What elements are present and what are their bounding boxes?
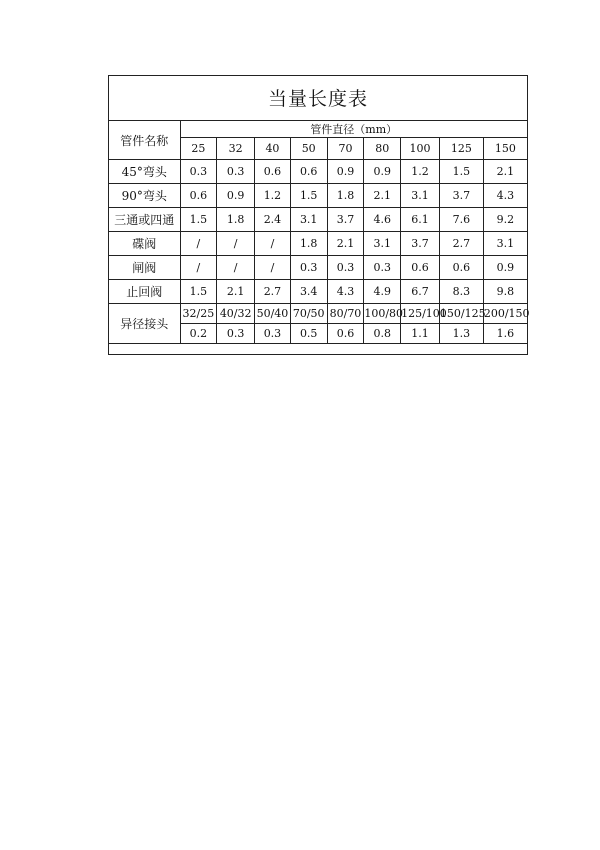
- value-cell: 2.1: [327, 232, 364, 256]
- pipe-diameter-header: 管件直径（mm）: [180, 121, 528, 138]
- table-row: [109, 256, 528, 280]
- value-cell: 0.9: [217, 184, 255, 208]
- value-cell: /: [217, 232, 255, 256]
- value-cell: 2.7: [255, 280, 291, 304]
- value-cell: 0.9: [364, 160, 401, 184]
- value-cell: 9.2: [483, 208, 527, 232]
- reducer-value-cell: 0.6: [327, 324, 364, 344]
- table-body: [109, 121, 528, 344]
- table-row: [109, 280, 528, 304]
- reducer-value-cell: 0.3: [255, 324, 291, 344]
- value-cell: /: [180, 256, 217, 280]
- value-cell: 1.5: [180, 280, 217, 304]
- value-cell: 0.3: [290, 256, 327, 280]
- fitting-name-cell: 90°弯头: [109, 184, 181, 208]
- reducer-size-cell: 40/32: [217, 304, 255, 324]
- reducer-size-cell: 125/100: [401, 304, 440, 324]
- size-cell: 32: [217, 138, 255, 160]
- reducer-value-cell: 0.5: [290, 324, 327, 344]
- value-cell: 0.6: [180, 184, 217, 208]
- value-cell: 2.4: [255, 208, 291, 232]
- value-cell: /: [180, 232, 217, 256]
- size-cell: 100: [401, 138, 440, 160]
- value-cell: 3.1: [401, 184, 440, 208]
- value-cell: 0.6: [401, 256, 440, 280]
- reducer-value-cell: 1.6: [483, 324, 527, 344]
- value-cell: 4.3: [483, 184, 527, 208]
- table-row: [109, 208, 528, 232]
- size-cell: 150: [483, 138, 527, 160]
- value-cell: 3.7: [327, 208, 364, 232]
- size-cell: 50: [290, 138, 327, 160]
- reducer-value-cell: 0.2: [180, 324, 217, 344]
- value-cell: 6.7: [401, 280, 440, 304]
- reducer-size-cell: 32/25: [180, 304, 217, 324]
- header-row: [109, 121, 528, 138]
- table-row: [109, 184, 528, 208]
- value-cell: 9.8: [483, 280, 527, 304]
- reducer-size-cell: 80/70: [327, 304, 364, 324]
- reducer-size-cell: 100/80: [364, 304, 401, 324]
- reducer-value-cell: 0.8: [364, 324, 401, 344]
- value-cell: 3.7: [401, 232, 440, 256]
- value-cell: 3.4: [290, 280, 327, 304]
- value-cell: 0.9: [483, 256, 527, 280]
- value-cell: 1.5: [290, 184, 327, 208]
- value-cell: 0.6: [255, 160, 291, 184]
- reducer-value-cell: 1.3: [439, 324, 483, 344]
- value-cell: 1.5: [439, 160, 483, 184]
- value-cell: 0.6: [290, 160, 327, 184]
- value-cell: 1.5: [180, 208, 217, 232]
- equivalent-length-table: [108, 120, 528, 344]
- value-cell: 0.3: [180, 160, 217, 184]
- value-cell: 2.1: [217, 280, 255, 304]
- reducer-size-cell: 70/50: [290, 304, 327, 324]
- value-cell: 7.6: [439, 208, 483, 232]
- value-cell: 2.1: [364, 184, 401, 208]
- value-cell: 3.1: [290, 208, 327, 232]
- value-cell: 1.2: [401, 160, 440, 184]
- fitting-name-cell: 三通或四通: [109, 208, 181, 232]
- table-row: [109, 160, 528, 184]
- reducer-size-cell: 50/40: [255, 304, 291, 324]
- value-cell: /: [217, 256, 255, 280]
- value-cell: 1.8: [327, 184, 364, 208]
- fitting-name-cell: 止回阀: [109, 280, 181, 304]
- value-cell: 3.7: [439, 184, 483, 208]
- value-cell: 1.2: [255, 184, 291, 208]
- value-cell: 0.3: [364, 256, 401, 280]
- reducer-name-cell: 异径接头: [109, 304, 181, 344]
- fitting-name-cell: 闸阀: [109, 256, 181, 280]
- fitting-name-cell: 45°弯头: [109, 160, 181, 184]
- table-title: 当量长度表: [267, 88, 368, 110]
- value-cell: 4.3: [327, 280, 364, 304]
- reducer-size-cell: 200/150: [483, 304, 527, 324]
- reducer-value-cell: 0.3: [217, 324, 255, 344]
- value-cell: 0.6: [439, 256, 483, 280]
- value-cell: 0.3: [217, 160, 255, 184]
- size-cell: 25: [180, 138, 217, 160]
- value-cell: 1.8: [217, 208, 255, 232]
- reducer-size-row: [109, 304, 528, 324]
- size-cell: 40: [255, 138, 291, 160]
- value-cell: 4.9: [364, 280, 401, 304]
- fitting-name-header: 管件名称: [109, 121, 181, 160]
- value-cell: 3.1: [483, 232, 527, 256]
- value-cell: 6.1: [401, 208, 440, 232]
- value-cell: 2.1: [483, 160, 527, 184]
- reducer-value-cell: 1.1: [401, 324, 440, 344]
- size-cell: 125: [439, 138, 483, 160]
- value-cell: 4.6: [364, 208, 401, 232]
- value-cell: 3.1: [364, 232, 401, 256]
- size-cell: 80: [364, 138, 401, 160]
- size-cell: 70: [327, 138, 364, 160]
- reducer-size-cell: 150/125: [439, 304, 483, 324]
- table-row: [109, 232, 528, 256]
- value-cell: /: [255, 232, 291, 256]
- value-cell: 0.9: [327, 160, 364, 184]
- value-cell: /: [255, 256, 291, 280]
- fitting-name-cell: 碟阀: [109, 232, 181, 256]
- value-cell: 8.3: [439, 280, 483, 304]
- value-cell: 1.8: [290, 232, 327, 256]
- value-cell: 2.7: [439, 232, 483, 256]
- value-cell: 0.3: [327, 256, 364, 280]
